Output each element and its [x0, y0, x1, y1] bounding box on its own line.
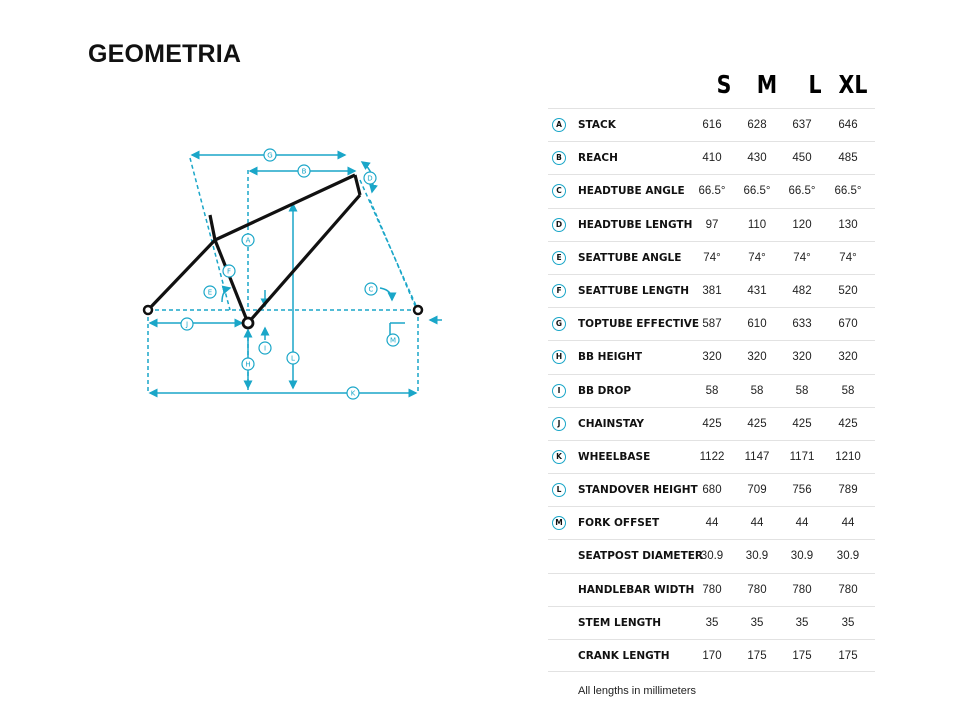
cell-value: 58	[795, 384, 809, 397]
cell-value: 320	[792, 351, 812, 364]
row-label: REACH	[578, 152, 618, 165]
bike-frame	[148, 175, 360, 323]
row-label: BB DROP	[578, 384, 632, 397]
cell-value: 30.9	[836, 550, 860, 563]
table-row	[548, 307, 875, 340]
cell-value: 30.9	[700, 550, 724, 563]
table-row	[548, 274, 875, 307]
cell-value: 74°	[793, 251, 811, 264]
svg-text:E: E	[207, 288, 213, 297]
size-header-xl: XL	[838, 70, 868, 99]
row-label: SEATTUBE ANGLE	[578, 251, 682, 264]
cell-value: 66.5°	[834, 185, 862, 198]
svg-text:A: A	[245, 236, 251, 245]
cell-value: 709	[747, 484, 767, 497]
cell-value: 780	[838, 583, 858, 596]
cell-value: 646	[838, 119, 858, 131]
row-letter-badge: G	[552, 317, 566, 331]
geometry-table	[548, 108, 875, 672]
cell-value: 425	[792, 417, 812, 430]
row-label: SEATPOST DIAMETER	[578, 550, 704, 563]
cell-value: 66.5°	[788, 185, 816, 198]
cell-value: 520	[838, 284, 858, 297]
cell-value: 30.9	[790, 550, 814, 563]
cell-value: 170	[702, 650, 722, 662]
cell-value: 35	[841, 616, 855, 629]
table-row	[548, 639, 875, 672]
cell-value: 44	[795, 517, 809, 530]
cell-value: 130	[838, 218, 858, 231]
row-label: CHAINSTAY	[578, 417, 644, 430]
size-header-m: M	[756, 70, 778, 99]
row-letter-badge: J	[552, 417, 566, 431]
svg-text:H: H	[245, 360, 251, 369]
row-label: FORK OFFSET	[578, 517, 660, 530]
cell-value: 1210	[835, 450, 861, 463]
cell-value: 628	[747, 119, 767, 131]
cell-value: 485	[838, 152, 858, 165]
row-label: TOPTUBE EFFECTIVE	[578, 318, 700, 331]
cell-value: 680	[702, 484, 722, 497]
table-row	[548, 506, 875, 539]
cell-value: 66.5°	[698, 185, 726, 198]
cell-value: 425	[838, 417, 858, 430]
row-letter-badge: F	[552, 284, 566, 298]
cell-value: 1171	[789, 450, 815, 463]
svg-text:C: C	[368, 285, 374, 294]
cell-value: 425	[747, 417, 767, 430]
svg-text:G: G	[267, 151, 273, 160]
row-letter-badge: L	[552, 483, 566, 497]
cell-value: 35	[705, 616, 719, 629]
cell-value: 320	[838, 351, 858, 364]
cell-value: 175	[747, 650, 767, 662]
page-title: GEOMETRIA	[88, 40, 242, 68]
table-row	[548, 473, 875, 506]
cell-value: 756	[792, 484, 812, 497]
row-letter-badge: A	[552, 118, 566, 132]
cell-value: 44	[705, 517, 719, 530]
svg-text:K: K	[350, 389, 356, 398]
table-row	[548, 407, 875, 440]
cell-value: 616	[702, 119, 722, 131]
svg-text:D: D	[367, 174, 373, 183]
cell-value: 74°	[839, 251, 857, 264]
row-label: BB HEIGHT	[578, 351, 643, 364]
cell-value: 780	[702, 583, 722, 596]
row-label: STEM LENGTH	[578, 616, 662, 629]
row-letter-badge: I	[552, 384, 566, 398]
cell-value: 450	[792, 152, 812, 165]
cell-value: 66.5°	[743, 185, 771, 198]
row-letter-badge: C	[552, 184, 566, 198]
cell-value: 637	[792, 119, 812, 131]
cell-value: 175	[792, 650, 812, 662]
cell-value: 35	[795, 616, 809, 629]
cell-value: 670	[838, 318, 858, 331]
cell-value: 58	[705, 384, 719, 397]
row-letter-badge: M	[552, 516, 566, 530]
row-letter-badge: E	[552, 251, 566, 265]
bottom-bracket-icon	[243, 318, 253, 328]
svg-text:I: I	[263, 344, 267, 353]
cell-value: 587	[702, 318, 722, 331]
cell-value: 175	[838, 650, 858, 662]
cell-value: 74°	[703, 251, 721, 264]
row-label: CRANK LENGTH	[578, 650, 670, 662]
row-label: WHEELBASE	[578, 450, 651, 463]
table-row	[548, 374, 875, 407]
svg-text:F: F	[226, 267, 232, 276]
row-label: STACK	[578, 119, 616, 131]
table-row	[548, 606, 875, 639]
cell-value: 110	[747, 218, 767, 231]
table-row	[548, 340, 875, 373]
cell-value: 44	[750, 517, 764, 530]
cell-value: 425	[702, 417, 722, 430]
dimension-guides	[148, 158, 420, 393]
row-letter-badge: D	[552, 218, 566, 232]
cell-value: 430	[747, 152, 767, 165]
cell-value: 74°	[748, 251, 766, 264]
cell-value: 30.9	[745, 550, 769, 563]
table-row	[548, 141, 875, 174]
cell-value: 320	[702, 351, 722, 364]
svg-text:M: M	[389, 336, 397, 345]
row-label: STANDOVER HEIGHT	[578, 484, 698, 497]
table-row	[548, 241, 875, 274]
cell-value: 381	[702, 284, 722, 297]
row-label: HEADTUBE LENGTH	[578, 218, 693, 231]
cell-value: 1147	[744, 450, 770, 463]
frame-geometry-diagram	[130, 140, 460, 410]
svg-text:L: L	[291, 354, 295, 363]
cell-value: 410	[702, 152, 722, 165]
table-row	[548, 539, 875, 572]
cell-value: 35	[750, 616, 764, 629]
cell-value: 610	[747, 318, 767, 331]
svg-text:B: B	[301, 167, 307, 176]
cell-value: 44	[841, 517, 855, 530]
cell-value: 431	[747, 284, 767, 297]
cell-value: 789	[838, 484, 858, 497]
cell-value: 320	[747, 351, 767, 364]
size-header-s: S	[716, 70, 732, 99]
row-letter-badge: H	[552, 350, 566, 364]
cell-value: 58	[750, 384, 764, 397]
table-row	[548, 174, 875, 207]
table-row	[548, 573, 875, 606]
svg-text:J: J	[185, 320, 189, 329]
cell-value: 120	[792, 218, 812, 231]
row-label: SEATTUBE LENGTH	[578, 284, 690, 297]
table-row	[548, 108, 875, 141]
cell-value: 482	[792, 284, 812, 297]
cell-value: 97	[705, 218, 719, 231]
size-header-l: L	[808, 70, 822, 99]
footnote: All lengths in millimeters	[578, 685, 696, 697]
cell-value: 633	[792, 318, 812, 331]
rear-axle-icon	[144, 306, 152, 314]
row-letter-badge: K	[552, 450, 566, 464]
row-label: HEADTUBE ANGLE	[578, 185, 685, 198]
row-label: HANDLEBAR WIDTH	[578, 583, 695, 596]
front-axle-icon	[414, 306, 422, 314]
cell-value: 780	[792, 583, 812, 596]
table-row	[548, 440, 875, 473]
cell-value: 58	[841, 384, 855, 397]
row-letter-badge: B	[552, 151, 566, 165]
cell-value: 1122	[699, 450, 725, 463]
cell-value: 780	[747, 583, 767, 596]
table-row	[548, 208, 875, 241]
